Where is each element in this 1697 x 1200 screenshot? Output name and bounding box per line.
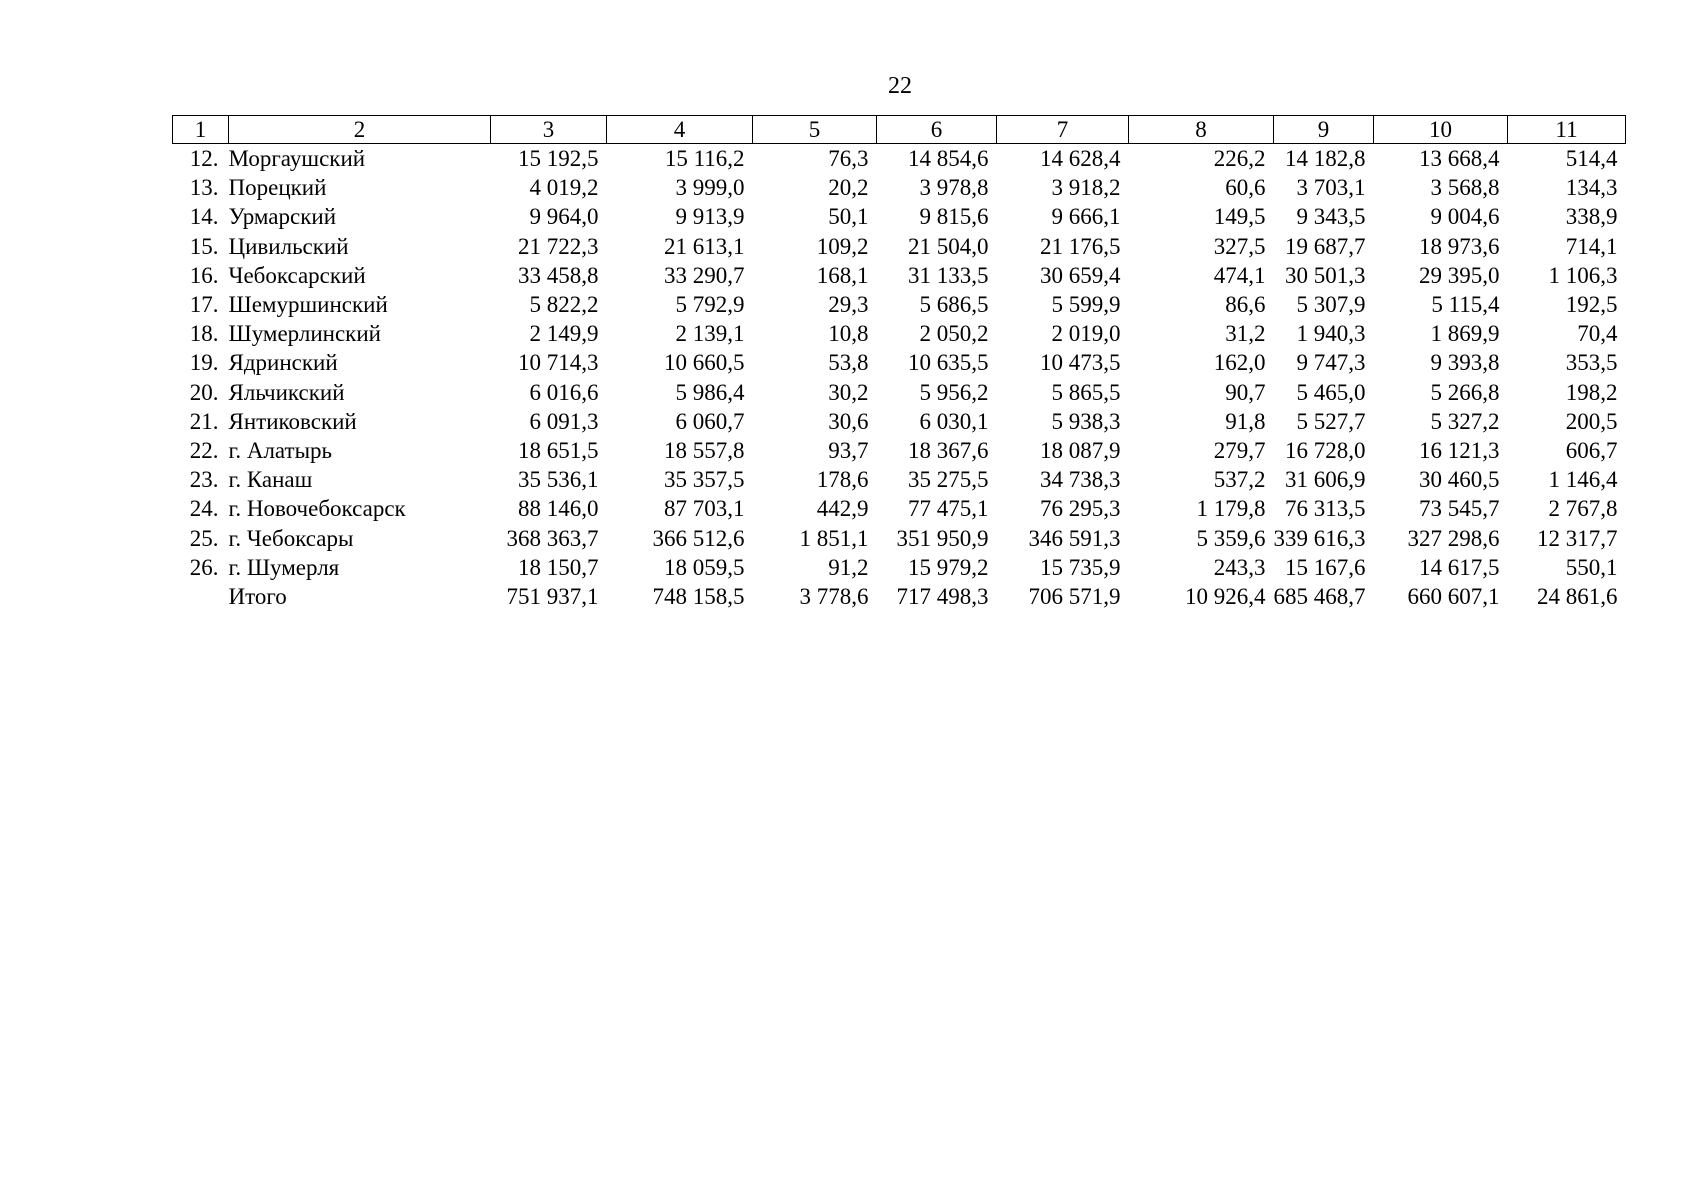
value-cell: 10 660,5 <box>664 350 745 376</box>
value-cell: 351 950,9 <box>896 525 989 551</box>
row-number: 25. <box>189 525 219 551</box>
value-cell: 31 133,5 <box>908 262 989 288</box>
value-cell: 748 158,5 <box>652 584 745 610</box>
column-header: 9 <box>1274 116 1374 144</box>
row-number: 12. <box>189 146 219 171</box>
value-cell: 50,1 <box>828 204 869 230</box>
value-cell: 2 767,8 <box>1548 496 1618 522</box>
value-cell: 15 192,5 <box>518 146 599 171</box>
value-cell: 30,2 <box>828 379 869 405</box>
value-cell: 35 275,5 <box>908 467 989 493</box>
column-header: 1 <box>173 116 229 144</box>
value-cell: 35 536,1 <box>518 467 599 493</box>
row-number: 22. <box>189 438 219 464</box>
table-row <box>173 232 1626 261</box>
table-row <box>173 407 1626 436</box>
value-cell: 660 607,1 <box>1407 584 1500 610</box>
value-cell: 5 599,9 <box>1051 292 1121 318</box>
value-cell: 30 659,4 <box>1040 262 1121 288</box>
value-cell: 168,1 <box>816 262 869 288</box>
value-cell: 2 019,0 <box>1051 321 1121 347</box>
table-row <box>173 261 1626 290</box>
table-row <box>173 290 1626 319</box>
row-number: 15. <box>189 233 219 259</box>
row-number: 16. <box>189 262 219 288</box>
value-cell: 474,1 <box>1213 262 1266 288</box>
value-cell: 3 999,0 <box>675 175 745 201</box>
value-cell: 19 687,7 <box>1285 233 1366 259</box>
table-header <box>173 116 1626 144</box>
district-name: Ядринский <box>228 350 338 376</box>
value-cell: 33 458,8 <box>518 262 599 288</box>
value-cell: 1 869,9 <box>1430 321 1500 347</box>
value-cell: 5 938,3 <box>1051 408 1121 434</box>
value-cell: 5 359,6 <box>1196 525 1266 551</box>
row-number: 13. <box>189 175 219 201</box>
value-cell: 93,7 <box>828 438 869 464</box>
district-name: Чебоксарский <box>228 262 366 288</box>
value-cell: 537,2 <box>1213 467 1266 493</box>
value-cell: 34 738,3 <box>1040 467 1121 493</box>
value-cell: 339 616,3 <box>1273 525 1366 551</box>
value-cell: 29 395,0 <box>1419 262 1500 288</box>
value-cell: 198,2 <box>1565 379 1618 405</box>
value-cell: 178,6 <box>816 467 869 493</box>
value-cell: 21 504,0 <box>908 233 989 259</box>
value-cell: 6 060,7 <box>675 408 745 434</box>
value-cell: 5 307,9 <box>1296 292 1366 318</box>
value-cell: 30 460,5 <box>1419 467 1500 493</box>
district-name: Янтиковский <box>228 408 357 434</box>
value-cell: 90,7 <box>1225 379 1266 405</box>
value-cell: 18 973,6 <box>1419 233 1500 259</box>
value-cell: 24 861,6 <box>1537 584 1618 610</box>
value-cell: 4 019,2 <box>529 175 599 201</box>
value-cell: 86,6 <box>1225 292 1266 318</box>
budget-table <box>172 115 1626 611</box>
value-cell: 18 367,6 <box>908 438 989 464</box>
value-cell: 9 747,3 <box>1296 350 1366 376</box>
district-name: Цивильский <box>228 233 349 259</box>
value-cell: 3 703,1 <box>1296 175 1366 201</box>
value-cell: 9 666,1 <box>1051 204 1121 230</box>
value-cell: 18 557,8 <box>664 438 745 464</box>
column-header: 8 <box>1129 116 1274 144</box>
value-cell: 1 940,3 <box>1296 321 1366 347</box>
district-name: г. Канаш <box>228 467 313 493</box>
district-name: г. Шумерля <box>228 554 340 580</box>
table-row <box>173 465 1626 494</box>
value-cell: 35 357,5 <box>664 467 745 493</box>
column-header: 10 <box>1374 116 1508 144</box>
value-cell: 514,4 <box>1565 146 1618 171</box>
value-cell: 149,5 <box>1213 204 1266 230</box>
value-cell: 1 179,8 <box>1196 496 1266 522</box>
value-cell: 714,1 <box>1565 233 1618 259</box>
value-cell: 706 571,9 <box>1028 584 1121 610</box>
value-cell: 14 182,8 <box>1285 146 1366 171</box>
value-cell: 550,1 <box>1565 554 1618 580</box>
table-row <box>173 378 1626 407</box>
value-cell: 21 722,3 <box>518 233 599 259</box>
value-cell: 20,2 <box>828 175 869 201</box>
value-cell: 243,3 <box>1213 554 1266 580</box>
value-cell: 60,6 <box>1225 175 1266 201</box>
value-cell: 353,5 <box>1565 350 1618 376</box>
value-cell: 9 393,8 <box>1430 350 1500 376</box>
value-cell: 9 343,5 <box>1296 204 1366 230</box>
value-cell: 346 591,3 <box>1028 525 1121 551</box>
table-row <box>173 436 1626 465</box>
value-cell: 2 139,1 <box>675 321 745 347</box>
row-number: 19. <box>189 350 219 376</box>
value-cell: 1 851,1 <box>799 525 869 551</box>
value-cell: 31 606,9 <box>1285 467 1366 493</box>
value-cell: 9 815,6 <box>919 204 989 230</box>
value-cell: 327,5 <box>1213 233 1266 259</box>
value-cell: 5 266,8 <box>1430 379 1500 405</box>
value-cell: 5 986,4 <box>675 379 745 405</box>
district-name: Шемуршинский <box>228 292 388 318</box>
value-cell: 18 150,7 <box>518 554 599 580</box>
value-cell: 279,7 <box>1213 438 1266 464</box>
value-cell: 2 050,2 <box>919 321 989 347</box>
row-number: 23. <box>189 467 219 493</box>
table-row <box>173 202 1626 231</box>
value-cell: 5 822,2 <box>529 292 599 318</box>
value-cell: 14 854,6 <box>908 146 989 171</box>
value-cell: 76,3 <box>828 146 869 171</box>
value-cell: 5 115,4 <box>1431 292 1500 318</box>
district-name: Итого <box>228 584 287 610</box>
row-number: 20. <box>189 379 219 405</box>
value-cell: 1 106,3 <box>1548 262 1618 288</box>
value-cell: 91,8 <box>1225 408 1266 434</box>
column-header: 2 <box>229 116 491 144</box>
value-cell: 16 121,3 <box>1419 438 1500 464</box>
value-cell: 442,9 <box>816 496 869 522</box>
value-cell: 5 527,7 <box>1296 408 1366 434</box>
value-cell: 14 617,5 <box>1419 554 1500 580</box>
row-number: 26. <box>189 554 219 580</box>
district-name: Яльчикский <box>228 379 345 405</box>
value-cell: 91,2 <box>828 554 869 580</box>
value-cell: 685 468,7 <box>1273 584 1366 610</box>
district-name: г. Новочебоксарск <box>228 496 406 522</box>
value-cell: 9 964,0 <box>529 204 599 230</box>
value-cell: 5 465,0 <box>1296 379 1366 405</box>
value-cell: 15 979,2 <box>908 554 989 580</box>
row-number: 21. <box>189 408 219 434</box>
value-cell: 30 501,3 <box>1285 262 1366 288</box>
value-cell: 13 668,4 <box>1419 146 1500 171</box>
row-number: 18. <box>189 321 219 347</box>
district-name: Порецкий <box>228 175 327 201</box>
value-cell: 10 926,4 <box>1185 584 1266 610</box>
value-cell: 18 059,5 <box>664 554 745 580</box>
value-cell: 200,5 <box>1565 408 1618 434</box>
value-cell: 70,4 <box>1577 321 1618 347</box>
value-cell: 3 978,8 <box>919 175 989 201</box>
value-cell: 5 956,2 <box>919 379 989 405</box>
table-row <box>173 494 1626 523</box>
table-row <box>173 348 1626 377</box>
value-cell: 134,3 <box>1565 175 1618 201</box>
value-cell: 10,8 <box>828 321 869 347</box>
value-cell: 162,0 <box>1213 350 1266 376</box>
value-cell: 9 913,9 <box>675 204 745 230</box>
value-cell: 10 473,5 <box>1040 350 1121 376</box>
column-header: 5 <box>753 116 877 144</box>
value-cell: 15 735,9 <box>1040 554 1121 580</box>
value-cell: 15 167,6 <box>1285 554 1366 580</box>
column-header: 4 <box>607 116 753 144</box>
header-row <box>173 116 1626 144</box>
value-cell: 6 030,1 <box>919 408 989 434</box>
value-cell: 18 651,5 <box>518 438 599 464</box>
value-cell: 3 918,2 <box>1051 175 1121 201</box>
district-name: г. Чебоксары <box>228 525 354 551</box>
row-number: 17. <box>189 292 219 318</box>
value-cell: 73 545,7 <box>1419 496 1500 522</box>
table-row <box>173 524 1626 553</box>
value-cell: 12 317,7 <box>1537 525 1618 551</box>
value-cell: 6 016,6 <box>529 379 599 405</box>
value-cell: 18 087,9 <box>1040 438 1121 464</box>
value-cell: 5 865,5 <box>1051 379 1121 405</box>
value-cell: 368 363,7 <box>506 525 599 551</box>
value-cell: 5 327,2 <box>1430 408 1500 434</box>
page-number: 22 <box>888 73 912 99</box>
value-cell: 6 091,3 <box>529 408 599 434</box>
row-number <box>173 582 229 611</box>
column-header: 3 <box>491 116 607 144</box>
value-cell: 606,7 <box>1565 438 1618 464</box>
district-name: Урмарский <box>228 204 337 230</box>
value-cell: 88 146,0 <box>518 496 599 522</box>
column-header: 6 <box>877 116 997 144</box>
value-cell: 3 568,8 <box>1430 175 1500 201</box>
row-number: 24. <box>189 496 219 522</box>
value-cell: 77 475,1 <box>908 496 989 522</box>
value-cell: 109,2 <box>816 233 869 259</box>
value-cell: 5 792,9 <box>675 292 745 318</box>
value-cell: 14 628,4 <box>1040 146 1121 171</box>
value-cell: 87 703,1 <box>664 496 745 522</box>
value-cell: 33 290,7 <box>664 262 745 288</box>
district-name: Шумерлинский <box>228 321 381 347</box>
value-cell: 717 498,3 <box>896 584 989 610</box>
district-name: г. Алатырь <box>228 438 333 464</box>
value-cell: 192,5 <box>1565 292 1618 318</box>
value-cell: 9 004,6 <box>1430 204 1500 230</box>
value-cell: 76 295,3 <box>1040 496 1121 522</box>
value-cell: 21 176,5 <box>1040 233 1121 259</box>
value-cell: 21 613,1 <box>664 233 745 259</box>
value-cell: 338,9 <box>1565 204 1618 230</box>
value-cell: 226,2 <box>1213 146 1266 171</box>
value-cell: 53,8 <box>828 350 869 376</box>
value-cell: 29,3 <box>828 292 869 318</box>
table-body <box>173 144 1626 612</box>
value-cell: 15 116,2 <box>664 146 745 171</box>
total-row <box>173 582 1626 611</box>
value-cell: 10 714,3 <box>518 350 599 376</box>
column-header: 11 <box>1508 116 1626 144</box>
table-row <box>173 144 1626 174</box>
value-cell: 16 728,0 <box>1285 438 1366 464</box>
value-cell: 3 778,6 <box>799 584 869 610</box>
value-cell: 366 512,6 <box>652 525 745 551</box>
table-row <box>173 173 1626 202</box>
value-cell: 31,2 <box>1225 321 1266 347</box>
district-name: Моргаушский <box>228 146 366 171</box>
value-cell: 327 298,6 <box>1407 525 1500 551</box>
value-cell: 1 146,4 <box>1548 467 1618 493</box>
row-number: 14. <box>189 204 219 230</box>
value-cell: 2 149,9 <box>529 321 599 347</box>
column-header: 7 <box>997 116 1129 144</box>
value-cell: 76 313,5 <box>1285 496 1366 522</box>
table-row <box>173 319 1626 348</box>
value-cell: 5 686,5 <box>919 292 989 318</box>
value-cell: 10 635,5 <box>908 350 989 376</box>
table-row <box>173 553 1626 582</box>
value-cell: 30,6 <box>828 408 869 434</box>
value-cell: 751 937,1 <box>506 584 599 610</box>
